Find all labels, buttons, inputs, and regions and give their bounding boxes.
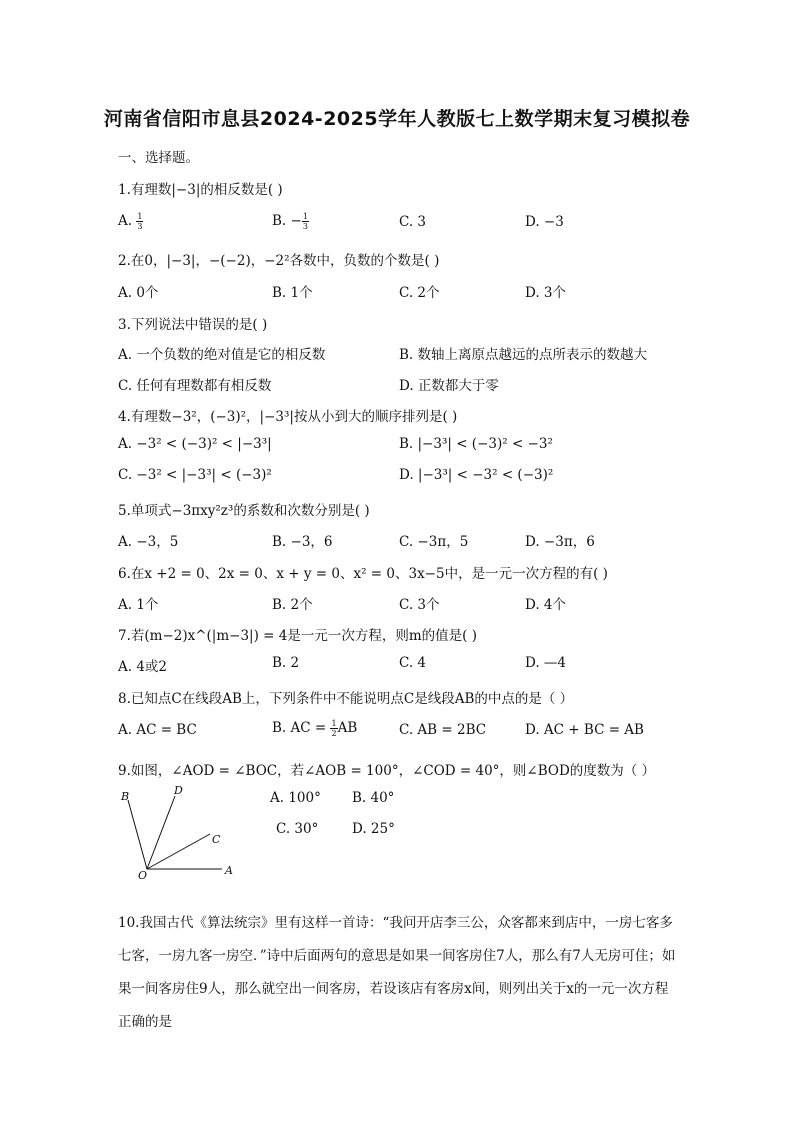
question-5-option-b[interactable]: B. −3，6 bbox=[272, 534, 333, 550]
question-9-option-d[interactable]: D. 25° bbox=[352, 821, 395, 837]
question-3-option-a[interactable]: A. 一个负数的绝对值是它的相反数 bbox=[118, 347, 326, 363]
question-8-option-d[interactable]: D. AC + BC = AB bbox=[525, 722, 644, 738]
question-3-option-b[interactable]: B. 数轴上离原点越远的点所表示的数越大 bbox=[399, 347, 648, 363]
fraction-numerator: 1 bbox=[302, 212, 308, 221]
question-6-option-b[interactable]: B. 2个 bbox=[272, 597, 313, 613]
question-5-stem: 5.单项式−3πxy²z³的系数和次数分别是( ) bbox=[118, 503, 370, 519]
question-9-option-b[interactable]: B. 40° bbox=[352, 790, 395, 806]
question-5-option-a[interactable]: A. −3，5 bbox=[118, 534, 179, 550]
question-1-stem: 1.有理数|−3|的相反数是( ) bbox=[118, 182, 283, 198]
question-7-stem: 7.若(m−2)x^(|m−3|) = 4是一元一次方程，则m的值是( ) bbox=[118, 628, 477, 644]
label-c: C bbox=[212, 833, 221, 846]
question-4-option-a[interactable]: A. −3² < (−3)² < |−3³| bbox=[118, 436, 272, 452]
question-10-stem: 10.我国古代《算法统宗》里有这样一首诗：“我问开店李三公，众客都来到店中，一房七客多七客，一房九客一房空．”诗中后面两句的意思是如果一间客房住7人，那么有7人无房可住；如果一间客房住9人，那么就空出一间客房，若设该店有客房x间，则列出关于x的一元一次方程正确的是 bbox=[118, 915, 676, 1030]
section-heading: 一、选择题。 bbox=[118, 150, 199, 166]
exam-title: 河南省信阳市息县2024-2025学年人教版七上数学期末复习模拟卷 bbox=[103, 108, 691, 130]
question-4-option-b[interactable]: B. |−3³| < (−3)² < −3² bbox=[399, 436, 553, 452]
question-1-option-a[interactable] bbox=[118, 212, 143, 231]
ray-ob bbox=[128, 800, 147, 869]
option-label: B. AC = bbox=[272, 720, 327, 736]
fraction-denominator: 3 bbox=[137, 222, 143, 231]
fraction-numerator: 1 bbox=[137, 212, 143, 221]
question-4-option-c[interactable]: C. −3² < |−3³| < (−3)² bbox=[118, 467, 272, 483]
option-trailing: AB bbox=[337, 720, 358, 736]
minus-sign: − bbox=[290, 213, 302, 229]
question-9-stem: 9.如图，∠AOD = ∠BOC，若∠AOB = 100°，∠COD = 40°，则∠BOD的度数为（ ） bbox=[118, 763, 656, 779]
question-9-option-c[interactable]: C. 30° bbox=[276, 821, 319, 837]
question-2-option-a[interactable]: A. 0个 bbox=[118, 285, 159, 301]
question-8-option-c[interactable]: C. AB = 2BC bbox=[399, 722, 487, 738]
question-6-option-d[interactable]: D. 4个 bbox=[525, 597, 567, 613]
question-2-option-d[interactable]: D. 3个 bbox=[525, 285, 567, 301]
question-5-option-c[interactable]: C. −3π，5 bbox=[399, 534, 469, 550]
question-1-option-d[interactable]: D. −3 bbox=[525, 214, 564, 230]
question-9-option-a[interactable]: A. 100° bbox=[270, 790, 321, 806]
fraction-numerator: 1 bbox=[331, 719, 337, 728]
label-a: A bbox=[225, 864, 233, 877]
label-o: O bbox=[138, 869, 148, 882]
fraction-denominator: 2 bbox=[331, 729, 337, 738]
ray-oc bbox=[147, 834, 210, 869]
label-d: D bbox=[174, 784, 183, 797]
option-label: B. bbox=[272, 213, 287, 229]
question-7-option-b[interactable]: B. 2 bbox=[272, 655, 300, 671]
label-b: B bbox=[121, 790, 130, 803]
fraction bbox=[136, 212, 143, 231]
ray-od bbox=[147, 796, 175, 869]
question-8-stem: 8.已知点C在线段AB上，下列条件中不能说明点C是线段AB的中点的是（ ） bbox=[118, 691, 574, 707]
question-6-option-c[interactable]: C. 3个 bbox=[399, 597, 440, 613]
fraction-denominator: 3 bbox=[302, 222, 308, 231]
question-1-option-c[interactable]: C. 3 bbox=[399, 214, 427, 230]
option-label: A. bbox=[118, 213, 133, 229]
fraction bbox=[330, 719, 337, 738]
question-3-option-c[interactable]: C. 任何有理数都有相反数 bbox=[118, 378, 272, 394]
question-2-stem: 2.在0，|−3|，−(−2)，−2²各数中，负数的个数是( ) bbox=[118, 253, 440, 269]
angle-figure bbox=[118, 782, 248, 882]
question-2-option-b[interactable]: B. 1个 bbox=[272, 285, 313, 301]
fraction bbox=[302, 212, 309, 231]
question-8-option-a[interactable]: A. AC = BC bbox=[118, 722, 197, 738]
question-1-option-b[interactable] bbox=[272, 212, 309, 231]
question-4-option-d[interactable]: D. |−3³| < −3² < (−3)² bbox=[399, 467, 554, 483]
question-8-option-b[interactable] bbox=[272, 719, 357, 738]
question-3-option-d[interactable]: D. 正数都大于零 bbox=[399, 378, 499, 394]
question-7-option-d[interactable]: D. —4 bbox=[525, 655, 567, 671]
question-7-option-a[interactable]: A. 4或2 bbox=[118, 659, 168, 675]
question-4-stem: 4.有理数−3²，(−3)²，|−3³|按从小到大的顺序排列是( ) bbox=[118, 409, 458, 425]
question-5-option-d[interactable]: D. −3π，6 bbox=[525, 534, 595, 550]
question-7-option-c[interactable]: C. 4 bbox=[399, 655, 427, 671]
question-6-option-a[interactable]: A. 1个 bbox=[118, 597, 159, 613]
question-3-stem: 3.下列说法中错误的是( ) bbox=[118, 317, 268, 333]
question-6-stem: 6.在x +2 = 0、2x = 0、x + y = 0、x² = 0、3x−5中，是一元一次方程的有( ) bbox=[118, 566, 608, 582]
question-2-option-c[interactable]: C. 2个 bbox=[399, 285, 440, 301]
